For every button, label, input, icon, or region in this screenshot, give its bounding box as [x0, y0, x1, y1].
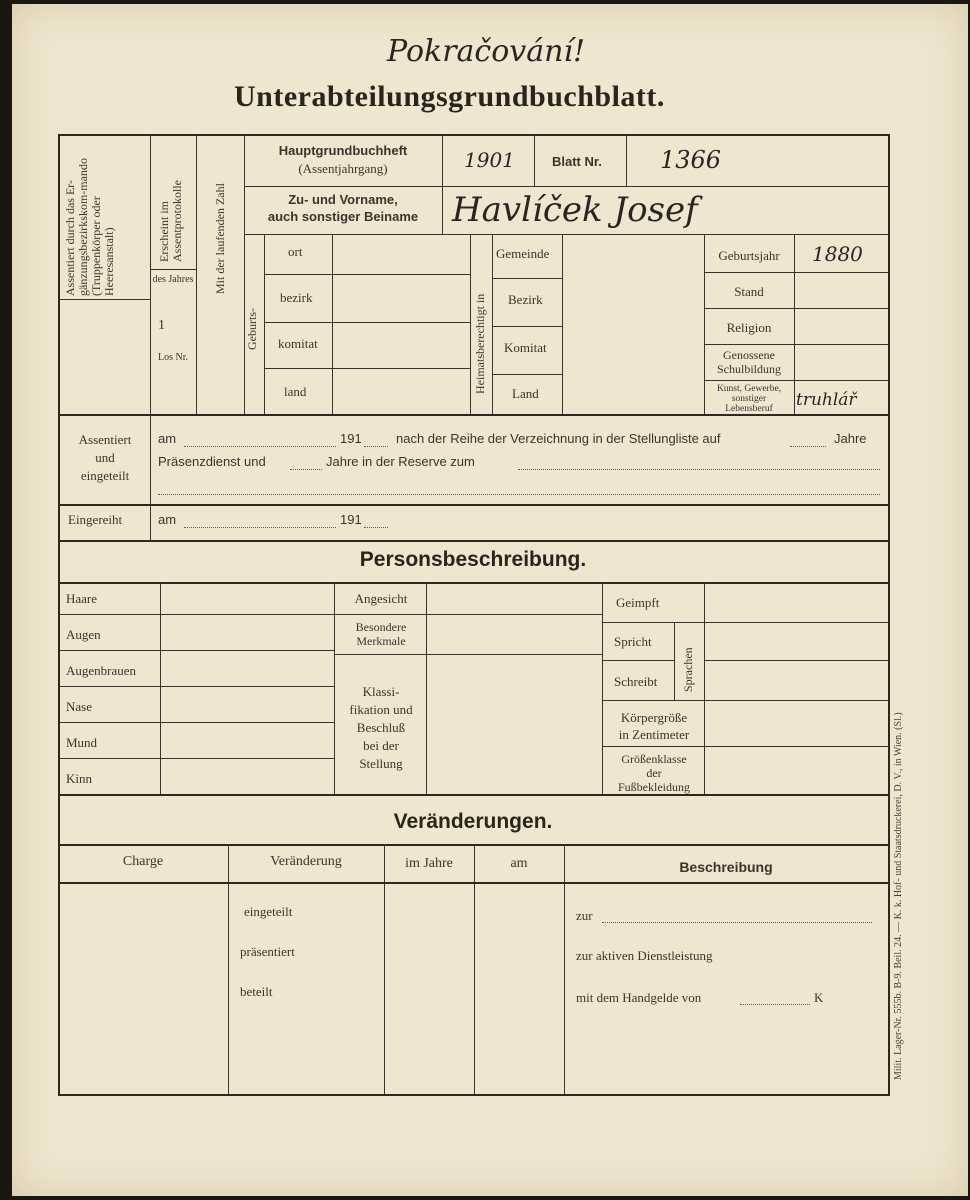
assentiert-year-prefix: 191 — [340, 431, 362, 446]
eingereiht-year-prefix: 191 — [340, 512, 362, 527]
assentiert-text-1: nach der Reihe der Verzeichnung in der Stellungliste auf — [396, 431, 721, 446]
dotted-field — [364, 446, 388, 447]
geburtsort-label: ort — [288, 244, 303, 259]
frame-bottom — [58, 1094, 890, 1096]
klassifikation-label-5: Stellung — [359, 756, 403, 771]
am-header: am — [510, 856, 528, 871]
divider — [674, 622, 675, 700]
geburtsbezirk-label: bezirk — [280, 290, 313, 305]
geburtskomitat-label: komitat — [278, 336, 318, 351]
divider — [58, 722, 334, 723]
assentiert-label-3: eingeteilt — [80, 468, 130, 483]
beruf-label-1: Kunst, Gewerbe, — [716, 384, 782, 394]
personsbeschreibung-title: Personsbeschreibung. — [359, 548, 587, 571]
beschreibung-header: Beschreibung — [679, 859, 773, 875]
dotted-field — [740, 1004, 810, 1005]
religion-label: Religion — [726, 320, 772, 335]
dotted-field — [364, 527, 388, 528]
assentiert-jahre-label: Jahre — [834, 431, 867, 446]
divider — [58, 414, 888, 416]
koerpergroesse-label-1: Körpergröße — [620, 710, 688, 725]
veraenderung-header: Veränderung — [270, 854, 342, 869]
sprachen-side-label: Sprachen — [681, 647, 695, 692]
document-page — [12, 4, 968, 1196]
gemeinde-label: Gemeinde — [496, 246, 550, 261]
divider — [562, 234, 563, 414]
dotted-field — [290, 469, 322, 470]
name-value: Havlíček Josef — [452, 190, 698, 230]
divider — [704, 234, 705, 414]
divider — [602, 622, 888, 623]
eingereiht-label: Eingereiht — [68, 512, 123, 527]
divider — [492, 326, 562, 327]
kinn-label: Kinn — [66, 771, 92, 786]
charge-header: Charge — [122, 854, 164, 869]
divider — [492, 234, 493, 414]
groessenklasse-label-2: der — [646, 766, 662, 780]
blatt-nr-value: 1366 — [660, 146, 722, 174]
heimat-land-label: Land — [512, 386, 539, 401]
angesicht-label: Angesicht — [354, 591, 408, 606]
geburts-side-label: Geburts- — [245, 308, 259, 350]
divider — [264, 322, 470, 323]
stand-label: Stand — [734, 284, 764, 299]
dotted-field — [602, 922, 872, 923]
heimat-bezirk-label: Bezirk — [508, 292, 543, 307]
merkmale-label-2: Merkmale — [356, 634, 406, 648]
desc-kronen: K — [814, 990, 824, 1005]
divider — [58, 844, 888, 846]
divider — [244, 186, 888, 187]
mund-label: Mund — [66, 735, 98, 750]
los-nr-label: Los Nr. — [158, 352, 188, 363]
augenbrauen-label: Augenbrauen — [66, 663, 137, 678]
geburtsland-label: land — [284, 384, 307, 399]
form-title: Unterabteilungsgrundbuchblatt. — [234, 80, 665, 113]
divider — [704, 344, 888, 345]
divider — [492, 374, 562, 375]
divider — [244, 134, 245, 414]
geburtsjahr-value: 1880 — [812, 242, 863, 266]
beruf-value: truhlář — [796, 390, 857, 410]
row-eingeteilt: eingeteilt — [244, 904, 293, 919]
frame-top — [58, 134, 888, 136]
divider — [704, 272, 888, 273]
groessenklasse-label-1: Größenklasse — [621, 752, 687, 766]
divider — [704, 380, 888, 381]
desc-handgelde: mit dem Handgelde von — [576, 990, 702, 1005]
divider — [534, 134, 535, 186]
dotted-field — [184, 527, 336, 528]
des-jahres-label: des Jahres — [152, 274, 194, 285]
schulbildung-label-2: Schulbildung — [716, 362, 781, 376]
desc-zur: zur — [576, 908, 593, 923]
divider — [58, 582, 888, 584]
divider — [470, 234, 471, 414]
divider — [150, 414, 151, 542]
klassifikation-label-4: bei der — [363, 738, 399, 753]
assentiert-label-2: und — [95, 450, 115, 465]
handwritten-note: Pokračování! — [387, 34, 586, 69]
divider — [602, 582, 603, 794]
divider — [794, 234, 795, 414]
divider — [58, 686, 334, 687]
divider — [704, 660, 888, 661]
divider — [58, 614, 334, 615]
divider — [58, 794, 888, 796]
geimpft-label: Geimpft — [616, 595, 660, 610]
beruf-label-3: Lebensberuf — [725, 404, 773, 414]
dotted-field — [184, 446, 336, 447]
groessenklasse-label-3: Fußbekleidung — [618, 780, 690, 794]
laufende-zahl-column-label: Mit der laufenden Zahl — [213, 183, 227, 294]
divider — [334, 654, 602, 655]
divider — [58, 758, 334, 759]
assentiert-am-label: am — [158, 431, 177, 446]
divider — [58, 299, 150, 300]
koerpergroesse-label-2: in Zentimeter — [618, 727, 690, 742]
row-beteilt: beteilt — [240, 984, 273, 999]
nase-label: Nase — [66, 699, 92, 714]
blatt-nr-label: Blatt Nr. — [552, 154, 602, 169]
assentiert-text-3: Jahre in der Reserve zum — [326, 454, 475, 469]
divider — [58, 540, 888, 542]
klassifikation-label-1: Klassi- — [362, 684, 400, 699]
divider — [150, 269, 196, 270]
divider — [58, 882, 888, 884]
divider — [334, 614, 602, 615]
veraenderungen-title: Veränderungen. — [393, 810, 553, 833]
protocol-value: 1 — [158, 318, 165, 333]
frame-right — [888, 134, 890, 1094]
assentiert-column-label: Assentiert durch das Er-gänzungsbezirkskom-mando (Truppenkörper oder Heeresanstalt) — [63, 158, 116, 296]
divider — [602, 660, 674, 661]
divider — [244, 234, 888, 235]
assentprotokoll-column-label: Erscheint im Assentprotokolle — [157, 180, 184, 262]
divider — [704, 582, 705, 794]
row-praesentiert: präsentiert — [240, 944, 295, 959]
divider — [58, 650, 334, 651]
divider — [442, 134, 443, 186]
assentiert-text-2: Präsenzdienst und — [158, 454, 266, 469]
eingereiht-am-label: am — [158, 512, 177, 527]
jahrgang-value: 1901 — [464, 148, 515, 172]
divider — [332, 234, 333, 414]
beruf-label-2: sonstiger — [731, 394, 767, 404]
divider — [626, 134, 627, 186]
haare-label: Haare — [66, 591, 98, 606]
dotted-field — [790, 446, 826, 447]
divider — [264, 234, 265, 414]
divider — [704, 308, 888, 309]
geburtsjahr-label: Geburtsjahr — [718, 248, 780, 263]
im-jahre-header: im Jahre — [405, 856, 453, 871]
assentiert-label-1: Assentiert — [78, 432, 132, 447]
divider — [150, 134, 151, 414]
divider — [264, 274, 470, 275]
merkmale-label-1: Besondere — [355, 620, 407, 634]
divider — [492, 278, 562, 279]
schulbildung-label-1: Genossene — [723, 348, 775, 362]
divider — [602, 746, 888, 747]
heimat-side-label: Heimatsberechtigt in — [473, 293, 487, 394]
klassifikation-label-3: Beschluß — [356, 720, 406, 735]
assentjahrgang-label: (Assentjahrgang) — [298, 161, 388, 176]
augen-label: Augen — [66, 627, 101, 642]
spricht-label: Spricht — [614, 634, 652, 649]
divider — [196, 134, 197, 414]
dotted-field — [518, 469, 880, 470]
divider — [58, 504, 888, 506]
desc-aktive-dienstleistung: zur aktiven Dienstleistung — [576, 948, 713, 963]
divider — [602, 700, 888, 701]
hauptgrundbuchheft-label: Hauptgrundbuchheft — [278, 143, 408, 158]
divider — [442, 186, 443, 234]
printer-imprint: Milit. Lager-Nr. 555b. B-9. Beil. 24. — K. k. Hof- und Staatsdruckerei, D. V., in Wien. (Sl.) — [893, 712, 904, 1080]
heimat-komitat-label: Komitat — [504, 340, 547, 355]
dotted-field — [158, 494, 880, 495]
name-label-line2: auch sonstiger Beiname — [267, 209, 419, 224]
divider — [264, 368, 470, 369]
name-label-line1: Zu- und Vorname, — [288, 192, 398, 207]
schreibt-label: Schreibt — [614, 674, 658, 689]
klassifikation-label-2: fikation und — [349, 702, 413, 717]
